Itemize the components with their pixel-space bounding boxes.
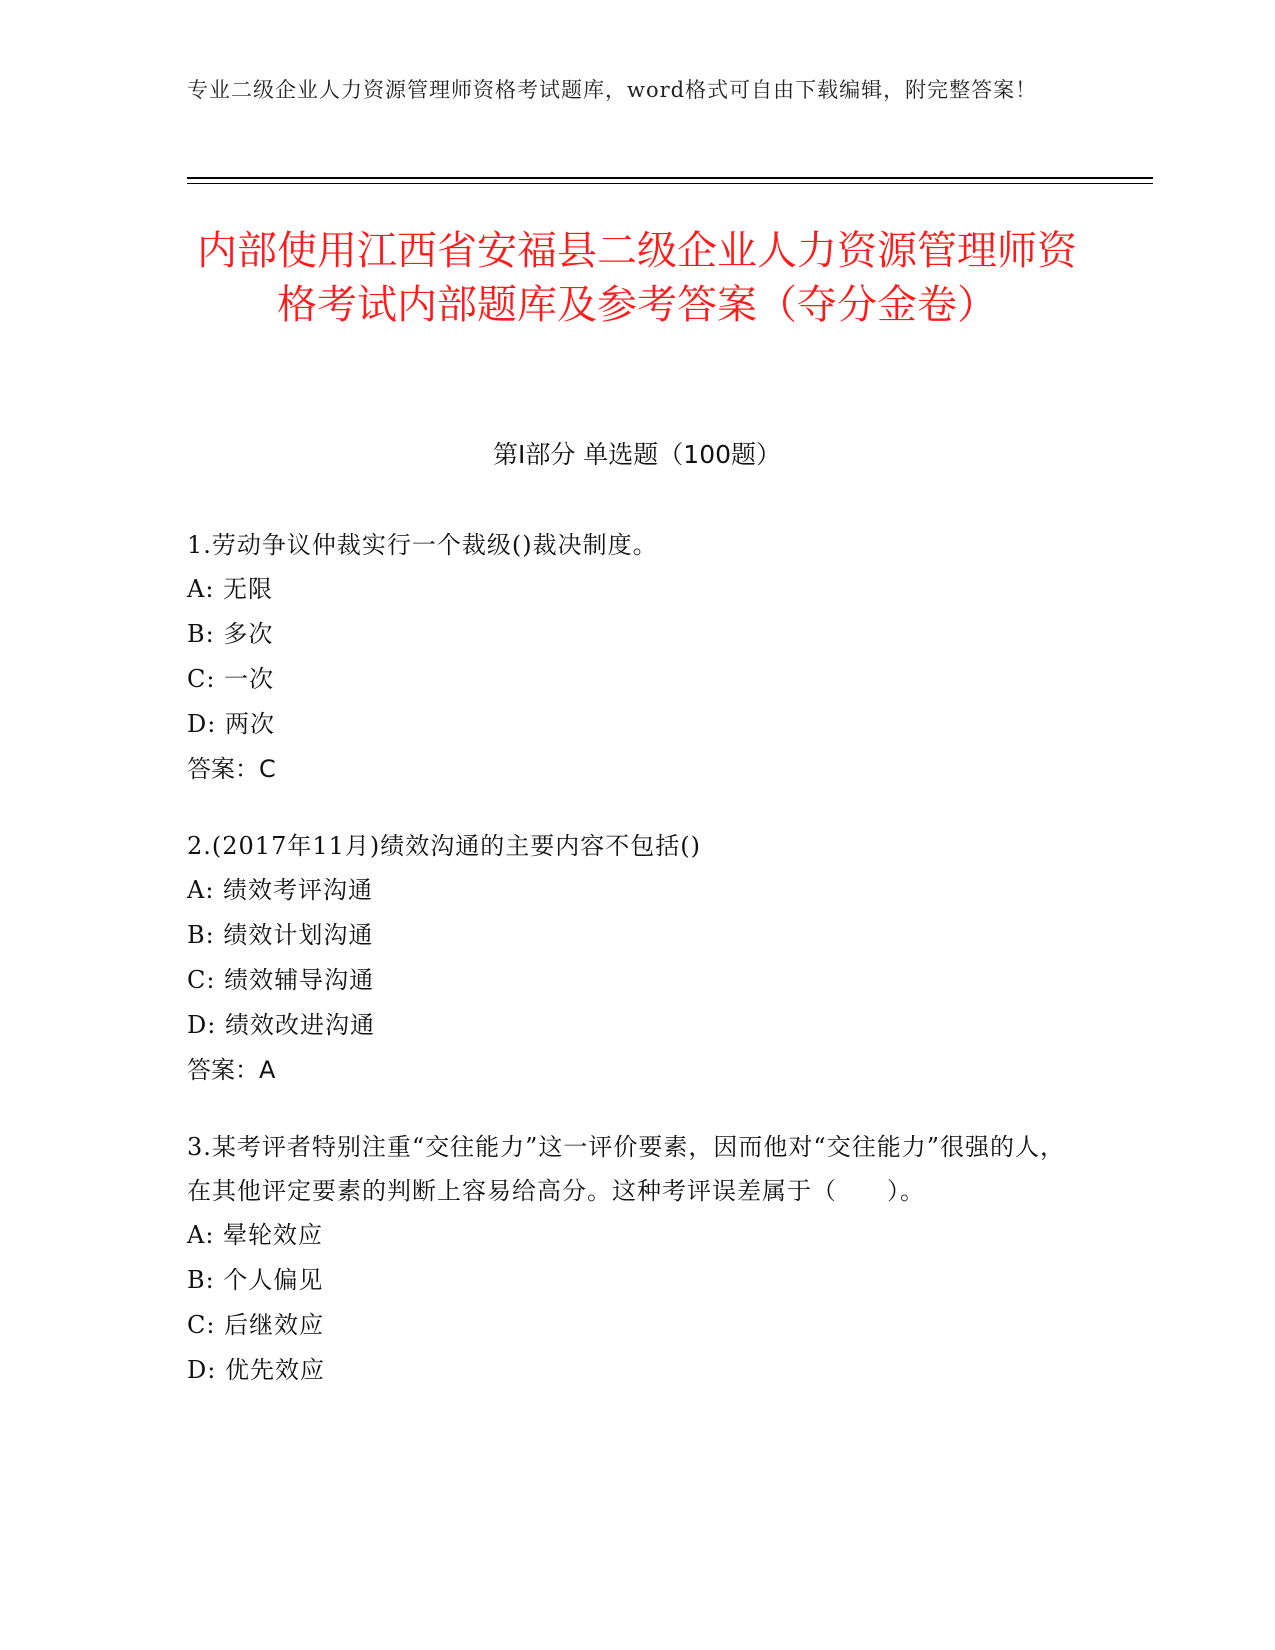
option-b: B: 绩效计划沟通 (187, 921, 374, 949)
header-rule-thick (187, 177, 1153, 179)
page-header: 专业二级企业人力资源管理师资格考试题库，word格式可自由下载编辑，附完整答案！ (187, 78, 1038, 102)
question-list (187, 523, 1067, 1425)
option-a: A: 无限 (187, 575, 274, 603)
option-a: A: 绩效考评沟通 (187, 876, 374, 904)
option-c: C: 一次 (187, 665, 275, 693)
question-1 (187, 523, 1067, 792)
question-text: 2.(2017年11月)绩效沟通的主要内容不包括() (187, 832, 701, 860)
option-c: C: 绩效辅导沟通 (187, 966, 375, 994)
option-d: D: 绩效改进沟通 (187, 1011, 375, 1039)
option-b: B: 个人偏见 (187, 1266, 324, 1294)
option-c: C: 后继效应 (187, 1311, 325, 1339)
option-d: D: 两次 (187, 710, 275, 738)
question-3 (187, 1125, 1067, 1393)
question-2 (187, 824, 1067, 1093)
document-title: 内部使用江西省安福县二级企业人力资源管理师资格考试内部题库及参考答案（夺分金卷） (197, 228, 1077, 328)
question-text: 1.劳动争议仲裁实行一个裁级()裁决制度。 (187, 531, 658, 559)
answer: 答案：C (187, 755, 276, 783)
header-rule-thin (187, 183, 1153, 184)
option-a: A: 晕轮效应 (187, 1221, 324, 1249)
option-d: D: 优先效应 (187, 1356, 325, 1384)
question-text: 3.某考评者特别注重“交往能力”这一评价要素，因而他对“交往能力”很强的人，在其他评定要素的判断上容易给高分。这种考评误差属于（ ）。 (187, 1133, 1065, 1205)
section-title: 第Ⅰ部分 单选题（100题） (492, 440, 782, 469)
answer: 答案：A (187, 1056, 276, 1084)
option-b: B: 多次 (187, 620, 274, 648)
